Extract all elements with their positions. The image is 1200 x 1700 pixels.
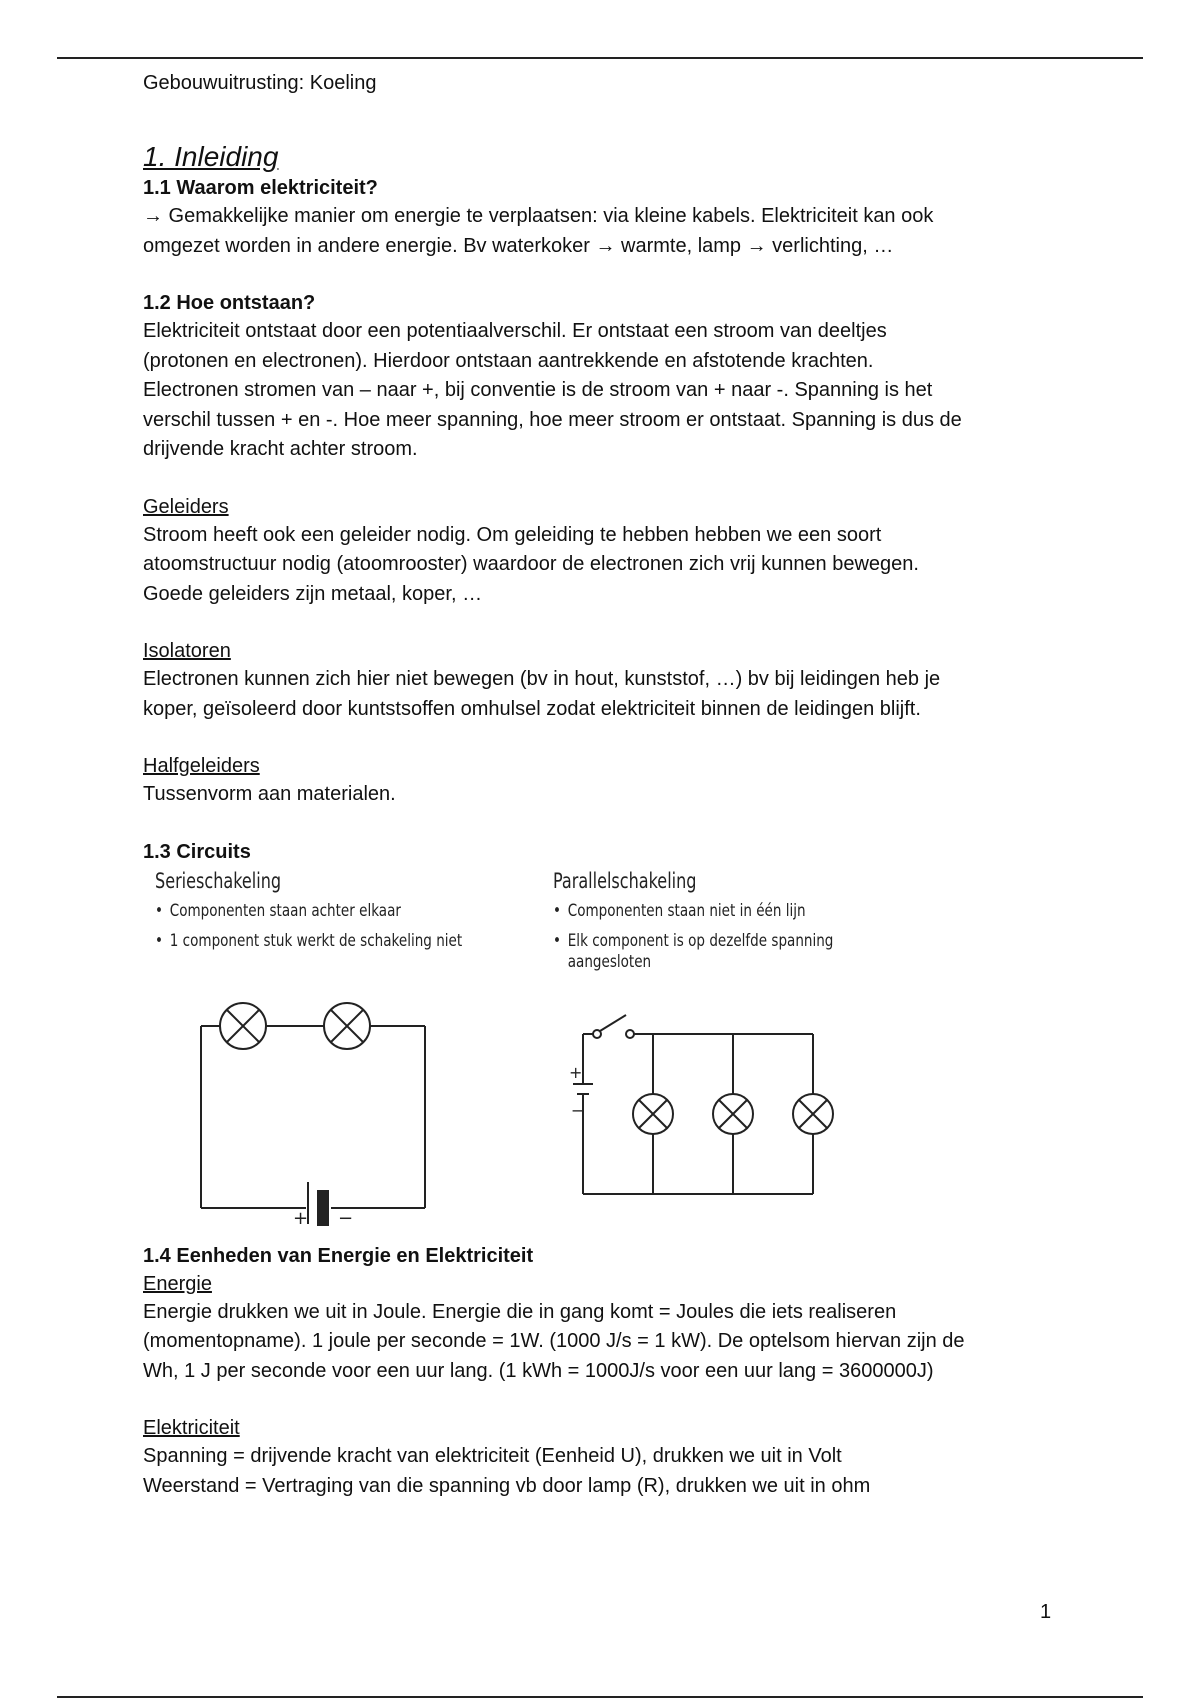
- parallel-bullet: • Elk component is op dezelfde spanning aangesloten: [553, 930, 834, 971]
- energie-heading: Energie: [143, 1272, 212, 1295]
- parallel-title: Parallelschakeling: [553, 868, 697, 893]
- isolatoren-heading: Isolatoren: [143, 640, 231, 662]
- bottom-rule: [57, 1696, 1143, 1698]
- battery-plus-label: +: [569, 1062, 583, 1082]
- parallel-bullet: • Componenten staan niet in één lijn: [553, 900, 806, 920]
- lamp-icon: [793, 1094, 833, 1134]
- paragraph-line: drijvende kracht achter stroom.: [143, 438, 418, 460]
- circuits-figure: [143, 866, 1103, 1242]
- section-1-2-heading: 1.2 Hoe ontstaan?: [143, 292, 316, 314]
- section-1-1-heading: 1.1 Waarom elektriciteit?: [143, 177, 378, 199]
- paragraph-line: (momentopname). 1 joule per seconde = 1W. (1000 J/s = 1 kW). De optelsom hiervan zijn de: [143, 1330, 965, 1352]
- paragraph-line: Elektriciteit ontstaat door een potentiaalverschil. Er ontstaat een stroom van deeltjes: [143, 320, 887, 342]
- switch-icon: [600, 1015, 626, 1031]
- lamp-icon: [220, 1003, 266, 1049]
- switch-icon: [626, 1030, 634, 1038]
- parallel-circuit-diagram: [569, 1004, 873, 1214]
- paragraph-line: atoomstructuur nodig (atoomrooster) waardoor de electronen zich vrij kunnen bewegen.: [143, 553, 919, 575]
- paragraph-line: Electronen kunnen zich hier niet bewegen (bv in hout, kunststof, …) bv bij leidingen heb je: [143, 668, 941, 690]
- switch-icon: [593, 1030, 601, 1038]
- page-content: [143, 70, 1103, 1501]
- section-1-4-heading: 1.4 Eenheden van Energie en Elektriciteit: [143, 1244, 534, 1267]
- paragraph-line: Stroom heeft ook een geleider nodig. Om geleiding te hebben hebben we een soort: [143, 523, 882, 546]
- parallel-column: [553, 866, 895, 981]
- top-rule: [57, 57, 1143, 59]
- geleiders-heading: Geleiders: [143, 495, 229, 518]
- battery-minus-label: −: [571, 1100, 585, 1120]
- paragraph-line: → Gemakkelijke manier om energie te verplaatsen: via kleine kabels. Elektriciteit kan ook: [143, 205, 934, 227]
- section-1-3-heading: 1.3 Circuits: [143, 840, 251, 863]
- series-circuit-diagram: [193, 996, 433, 1229]
- chapter-title: 1. Inleiding: [143, 141, 279, 172]
- paragraph-line: Weerstand = Vertraging van die spanning vb door lamp (R), drukken we uit in ohm: [143, 1474, 871, 1497]
- running-header: Gebouwuitrusting: Koeling: [143, 72, 377, 94]
- paragraph-line: Energie drukken we uit in Joule. Energie die in gang komt = Joules die iets realiseren: [143, 1300, 897, 1323]
- paragraph-line: Spanning = drijvende kracht van elektriciteit (Eenheid U), drukken we uit in Volt: [143, 1445, 842, 1467]
- paragraph-line: omgezet worden in andere energie. Bv waterkoker → warmte, lamp → verlichting, …: [143, 234, 894, 257]
- paragraph-line: koper, geïsoleerd door kuntstsoffen omhulsel zodat elektriciteit binnen de leidingen blijft.: [143, 697, 921, 720]
- serie-bullet: • Componenten staan achter elkaar: [155, 900, 401, 920]
- battery-plus-label: +: [293, 1207, 309, 1229]
- lamp-icon: [713, 1094, 753, 1134]
- serie-bullet: • 1 component stuk werkt de schakeling niet: [155, 930, 463, 950]
- paragraph-line: Electronen stromen van – naar +, bij conventie is de stroom van + naar -. Spanning is het: [143, 379, 933, 401]
- serie-title: Serieschakeling: [155, 868, 282, 893]
- serie-column: [155, 866, 530, 960]
- paragraph-line: (protonen en electronen). Hierdoor ontstaan aantrekkende en afstotende krachten.: [143, 349, 874, 372]
- paragraph-line: Goede geleiders zijn metaal, koper, …: [143, 582, 483, 605]
- paragraph-line: Wh, 1 J per seconde voor een uur lang. (1 kWh = 1000J/s voor een uur lang = 3600000J): [143, 1359, 934, 1382]
- page-number: 1: [1040, 1601, 1052, 1623]
- paragraph-line: Tussenvorm aan materialen.: [143, 783, 396, 805]
- battery-minus-label: −: [338, 1207, 354, 1229]
- lamp-icon: [324, 1003, 370, 1049]
- elektriciteit-heading: Elektriciteit: [143, 1417, 240, 1439]
- halfgeleiders-heading: Halfgeleiders: [143, 755, 260, 777]
- lamp-icon: [633, 1094, 673, 1134]
- paragraph-line: verschil tussen + en -. Hoe meer spanning, hoe meer stroom er ontstaat. Spanning is dus de: [143, 408, 962, 431]
- battery-icon: [317, 1190, 329, 1226]
